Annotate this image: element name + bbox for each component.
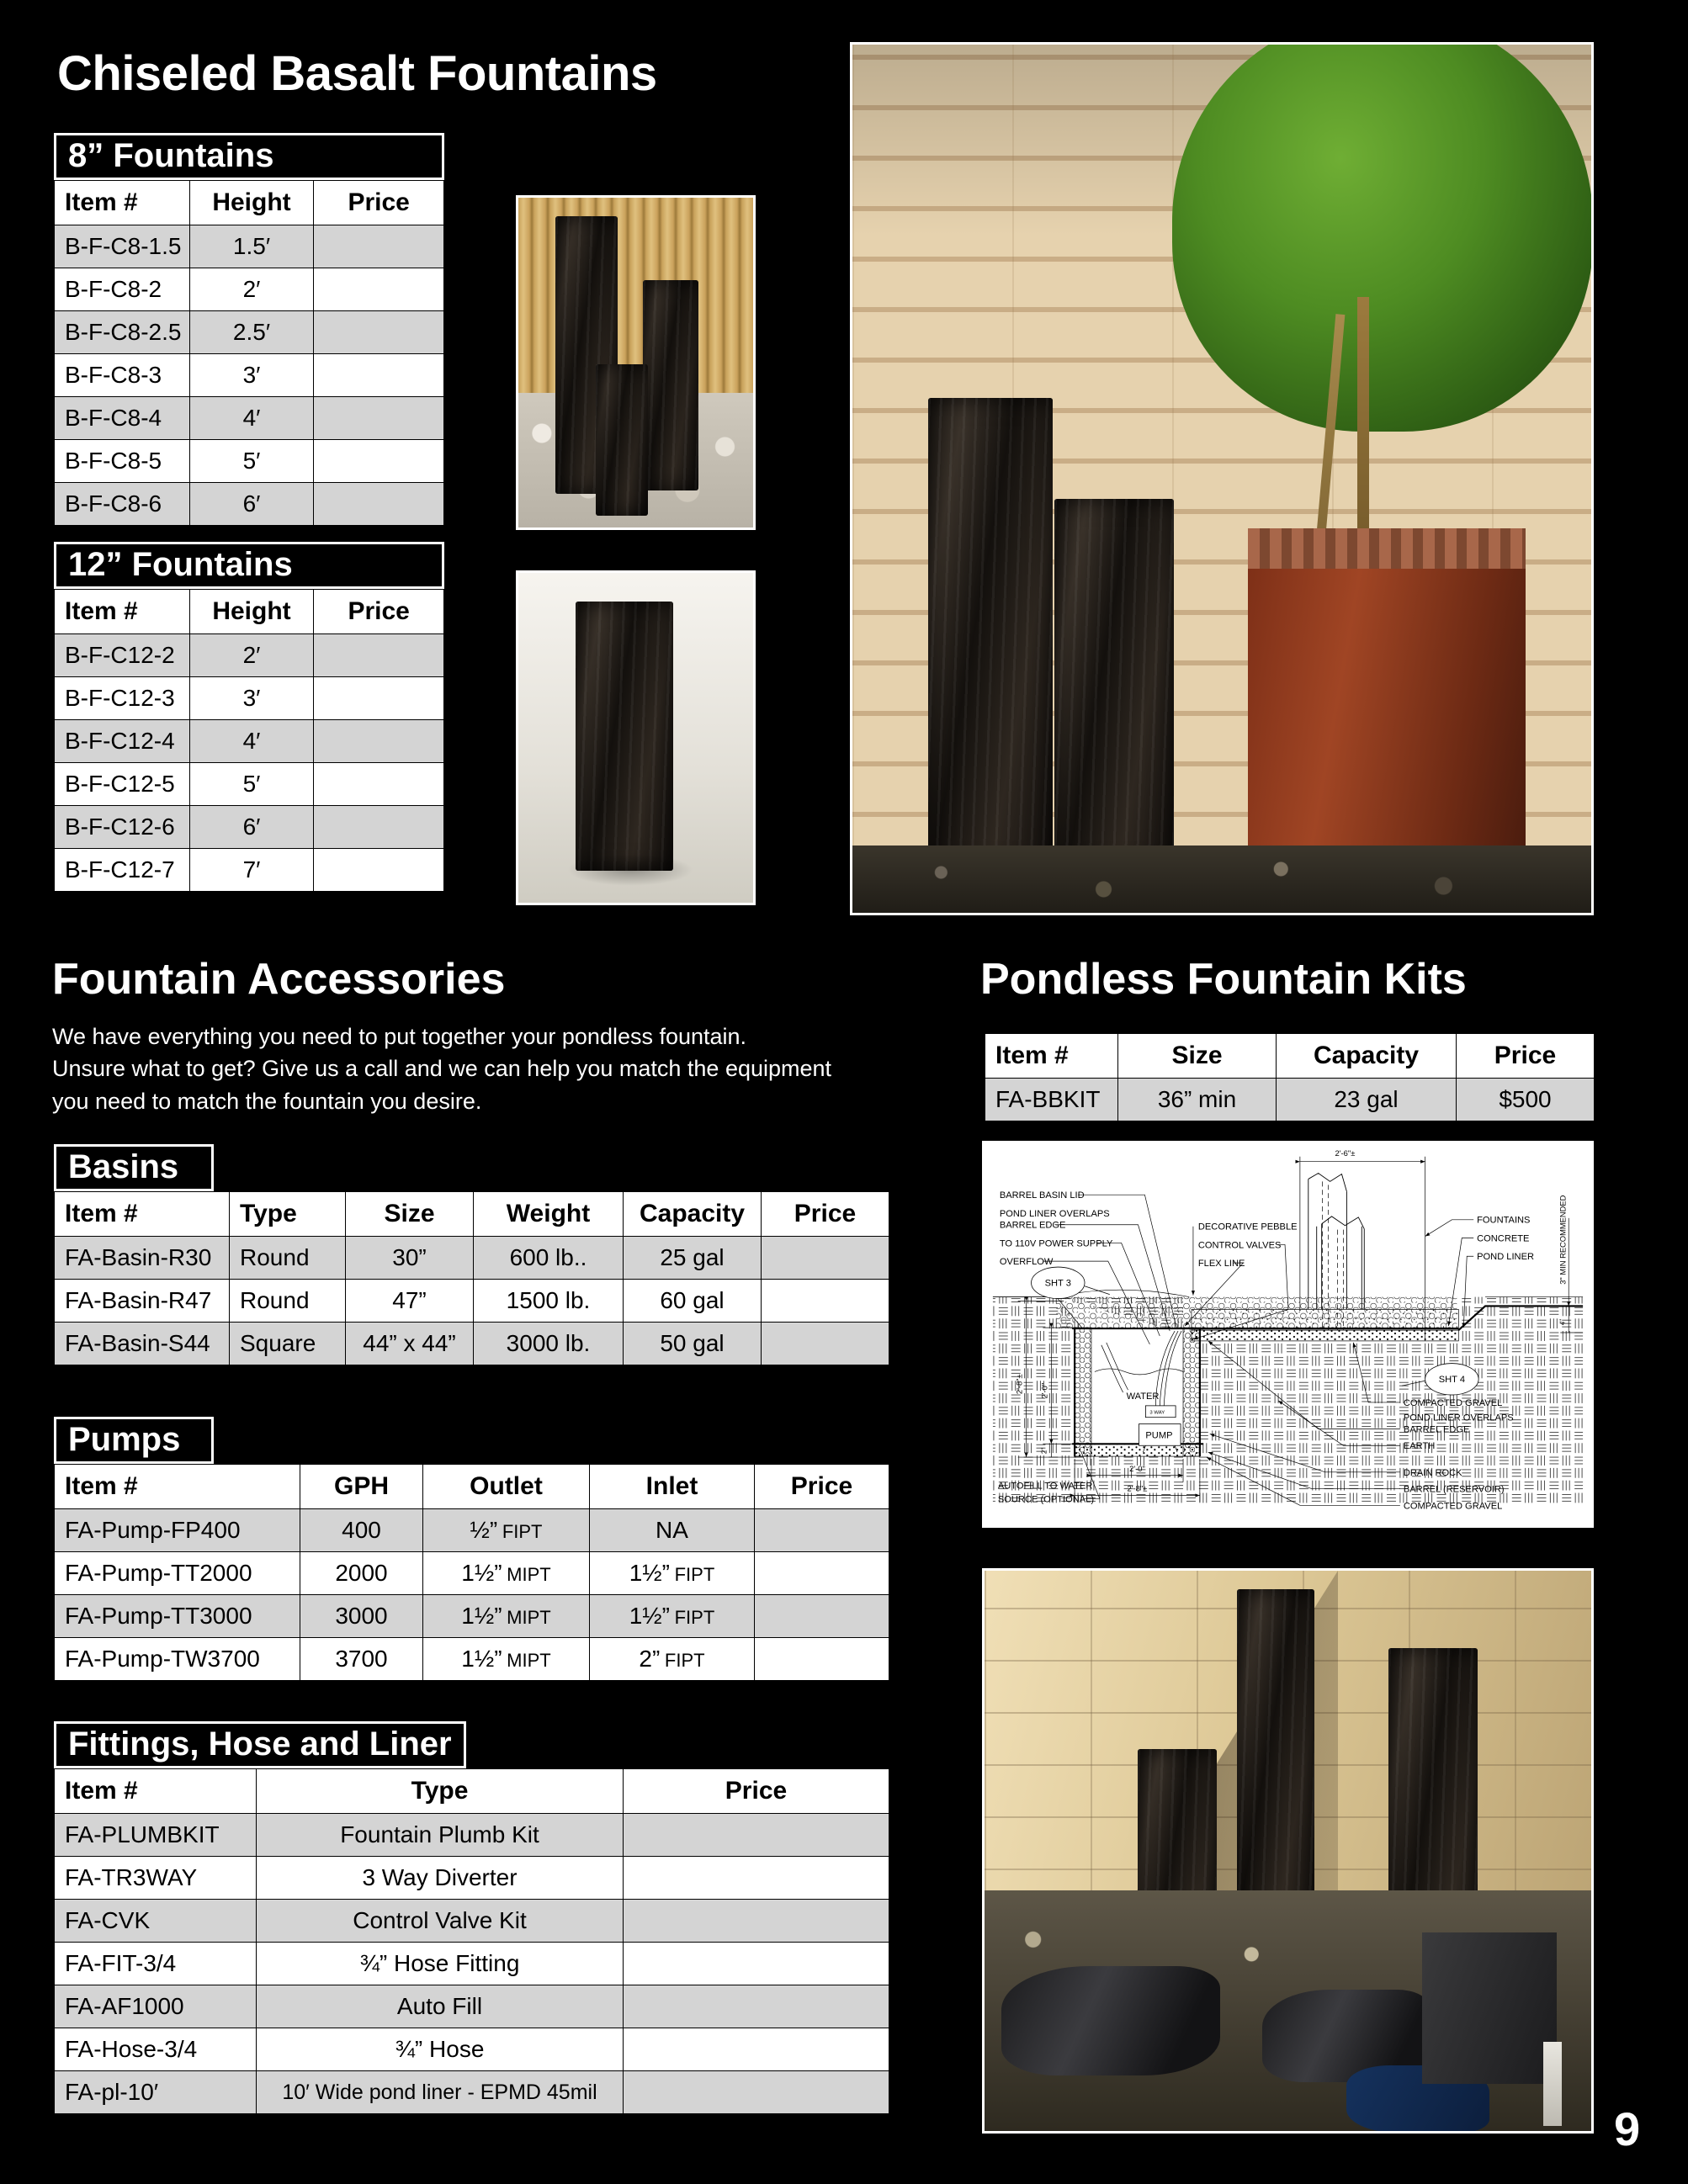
price-value bbox=[314, 634, 444, 677]
price-value bbox=[624, 1900, 889, 1943]
capacity-value: 50 gal bbox=[624, 1323, 762, 1365]
item-number: B-F-C12-7 bbox=[55, 849, 190, 892]
table-row bbox=[55, 268, 444, 311]
dim-top-right: 2'-6"± bbox=[1335, 1148, 1356, 1158]
price-value bbox=[762, 1237, 889, 1280]
column-header: Type bbox=[257, 1769, 624, 1814]
accessories-description bbox=[52, 1020, 860, 1117]
column-header: Price bbox=[624, 1769, 889, 1814]
type-value: Auto Fill bbox=[257, 1985, 624, 2028]
price-value bbox=[624, 1943, 889, 1985]
type-value: Control Valve Kit bbox=[257, 1900, 624, 1943]
column-header: Weight bbox=[474, 1192, 624, 1237]
height-value: 2′ bbox=[189, 268, 314, 311]
pvc-pipe bbox=[1543, 2042, 1562, 2126]
fittings-table-block bbox=[54, 1721, 889, 2114]
diagram-label-pond-liner: POND LINER bbox=[1477, 1252, 1535, 1263]
diagram-label-fountains: FOUNTAINS bbox=[1477, 1215, 1531, 1226]
tree-canopy bbox=[1172, 42, 1593, 432]
column-header: Type bbox=[230, 1192, 346, 1237]
table-row bbox=[55, 1595, 889, 1638]
table-row bbox=[55, 483, 444, 526]
price-value bbox=[314, 311, 444, 354]
table-row bbox=[55, 849, 444, 892]
type-value: Square bbox=[230, 1323, 346, 1365]
column-header: Item # bbox=[985, 1034, 1118, 1079]
item-number: B-F-C8-5 bbox=[55, 440, 190, 483]
diagram-bubble-sht4: SHT 4 bbox=[1438, 1375, 1466, 1386]
table-row bbox=[55, 1985, 889, 2028]
table-row bbox=[55, 634, 444, 677]
item-number: FA-AF1000 bbox=[55, 1985, 257, 2028]
item-number: FA-Hose-3/4 bbox=[55, 2028, 257, 2071]
item-number: FA-CVK bbox=[55, 1900, 257, 1943]
pond-liner-sheet bbox=[1001, 1966, 1220, 2075]
outlet-thread: MIPT bbox=[507, 1564, 551, 1585]
column-header: Item # bbox=[55, 181, 190, 225]
inlet-thread: FIPT bbox=[674, 1607, 715, 1628]
price-value bbox=[762, 1323, 889, 1365]
item-number: FA-BBKIT bbox=[985, 1079, 1118, 1121]
page-title: Chiseled Basalt Fountains bbox=[57, 46, 657, 101]
inlet-value bbox=[590, 1552, 755, 1595]
item-number: B-F-C8-6 bbox=[55, 483, 190, 526]
capacity-value: 23 gal bbox=[1277, 1079, 1457, 1121]
table-header-row bbox=[55, 590, 444, 634]
price-value: $500 bbox=[1457, 1079, 1595, 1121]
column-header: Capacity bbox=[624, 1192, 762, 1237]
price-value bbox=[314, 483, 444, 526]
diagram-label-overflow: OVERFLOW bbox=[999, 1257, 1054, 1268]
column-header: Item # bbox=[55, 1465, 300, 1509]
pumps-table-block bbox=[54, 1417, 889, 1681]
item-number: FA-Basin-S44 bbox=[55, 1323, 230, 1365]
table-header-row bbox=[985, 1034, 1595, 1079]
column-header: Price bbox=[314, 181, 444, 225]
diagram-label-flex-line: FLEX LINE bbox=[1197, 1259, 1245, 1270]
inlet-thread: FIPT bbox=[674, 1564, 715, 1585]
table-row bbox=[55, 1943, 889, 1985]
diagram-label-earth: EARTH bbox=[1403, 1441, 1436, 1452]
table-row bbox=[55, 2028, 889, 2071]
weight-value: 3000 lb. bbox=[474, 1323, 624, 1365]
height-value: 5′ bbox=[189, 440, 314, 483]
column-header: Price bbox=[755, 1465, 889, 1509]
pumps-banner: Pumps bbox=[54, 1417, 214, 1464]
item-number: FA-Pump-TT3000 bbox=[55, 1595, 300, 1638]
column-header: Price bbox=[762, 1192, 889, 1237]
size-value: 30” bbox=[346, 1237, 474, 1280]
diagram-label-compacted-gravel-1: COMPACTED GRAVEL bbox=[1403, 1397, 1503, 1408]
item-number: B-F-C8-2.5 bbox=[55, 311, 190, 354]
type-value: Round bbox=[230, 1280, 346, 1323]
type-value: Round bbox=[230, 1237, 346, 1280]
inlet-thread: FIPT bbox=[664, 1650, 705, 1671]
column-header: Inlet bbox=[590, 1465, 755, 1509]
price-value bbox=[314, 397, 444, 440]
price-value bbox=[624, 1985, 889, 2028]
fountains-8-table bbox=[54, 180, 444, 526]
height-value: 3′ bbox=[189, 354, 314, 397]
accessories-heading: Fountain Accessories bbox=[52, 955, 506, 1004]
description-line-3: you need to match the fountain you desire. bbox=[52, 1088, 482, 1114]
basalt-fountain-left bbox=[928, 398, 1053, 869]
table-row bbox=[55, 1280, 889, 1323]
table-row bbox=[55, 397, 444, 440]
dim-right-vertical: 3" MIN RECOMMENDED bbox=[1558, 1195, 1568, 1285]
diagram-label-barrel-edge-2: BARREL EDGE bbox=[1403, 1424, 1470, 1435]
fountains-12-table-block bbox=[54, 542, 444, 892]
diagram-label-barrel-edge: BARREL EDGE bbox=[999, 1220, 1066, 1231]
size-value: 36” min bbox=[1118, 1079, 1277, 1121]
column-header: Size bbox=[1118, 1034, 1277, 1079]
inlet-value bbox=[590, 1638, 755, 1681]
item-number: B-F-C8-3 bbox=[55, 354, 190, 397]
basalt-column-medium bbox=[643, 280, 698, 490]
table-row bbox=[55, 1323, 889, 1365]
height-value: 1.5′ bbox=[189, 225, 314, 268]
diagram-svg bbox=[985, 1143, 1591, 1525]
size-value: 47” bbox=[346, 1280, 474, 1323]
item-number: B-F-C8-2 bbox=[55, 268, 190, 311]
height-value: 7′ bbox=[189, 849, 314, 892]
kits-table bbox=[985, 1033, 1595, 1121]
page-number: 9 bbox=[1614, 2102, 1641, 2155]
basalt-column-12inch bbox=[576, 602, 673, 871]
outlet-thread: FIPT bbox=[502, 1521, 543, 1542]
table-row bbox=[55, 1814, 889, 1857]
inlet-size: NA bbox=[656, 1517, 688, 1543]
price-value bbox=[762, 1280, 889, 1323]
item-number: FA-PLUMBKIT bbox=[55, 1814, 257, 1857]
photo-triple-fountain bbox=[516, 195, 756, 530]
basins-banner: Basins bbox=[54, 1144, 214, 1191]
price-value bbox=[624, 2071, 889, 2114]
height-value: 4′ bbox=[189, 397, 314, 440]
inlet-value bbox=[590, 1509, 755, 1552]
height-value: 6′ bbox=[189, 806, 314, 849]
outlet-thread: MIPT bbox=[507, 1607, 551, 1628]
item-number: FA-Basin-R30 bbox=[55, 1237, 230, 1280]
column-header: Height bbox=[189, 590, 314, 634]
table-row bbox=[985, 1079, 1595, 1121]
diagram-label-pond-liner-overlaps: POND LINER OVERLAPS bbox=[999, 1208, 1110, 1219]
outlet-value bbox=[423, 1638, 590, 1681]
height-value: 3′ bbox=[189, 677, 314, 720]
item-number: FA-Pump-TT2000 bbox=[55, 1552, 300, 1595]
item-number: B-F-C12-4 bbox=[55, 720, 190, 763]
table-header-row bbox=[55, 1192, 889, 1237]
kits-table-block bbox=[985, 1033, 1594, 1121]
item-number: B-F-C12-3 bbox=[55, 677, 190, 720]
table-row bbox=[55, 806, 444, 849]
type-value: ¾” Hose bbox=[257, 2028, 624, 2071]
item-number: B-F-C12-2 bbox=[55, 634, 190, 677]
price-value bbox=[314, 849, 444, 892]
item-number: FA-Pump-TW3700 bbox=[55, 1638, 300, 1681]
price-value bbox=[755, 1595, 889, 1638]
height-value: 4′ bbox=[189, 720, 314, 763]
inlet-size: 2” bbox=[639, 1646, 661, 1672]
river-rock-bed bbox=[852, 846, 1591, 913]
column-header: Height bbox=[189, 181, 314, 225]
gph-value: 400 bbox=[300, 1509, 423, 1552]
outlet-value bbox=[423, 1552, 590, 1595]
diagram-bubble-sht3: SHT 3 bbox=[1044, 1278, 1071, 1289]
table-row bbox=[55, 2071, 889, 2114]
dim-bottom-outer: 2'-8"± bbox=[1127, 1483, 1148, 1493]
item-number: FA-Basin-R47 bbox=[55, 1280, 230, 1323]
diagram-label-water: WATER bbox=[1126, 1392, 1160, 1402]
diagram-label-decorative-pebble: DECORATIVE PEBBLE bbox=[1197, 1222, 1298, 1232]
diagram-label-drain-rock: DRAIN ROCK bbox=[1403, 1467, 1462, 1478]
column-header: Capacity bbox=[1277, 1034, 1457, 1079]
outlet-size: 1½” bbox=[461, 1603, 502, 1629]
item-number: B-F-C12-5 bbox=[55, 763, 190, 806]
column-header: GPH bbox=[300, 1465, 423, 1509]
type-value: 10′ Wide pond liner - EPMD 45mil bbox=[257, 2071, 624, 2114]
diagram-label-pond-liner-overlaps-2: POND LINER OVERLAPS bbox=[1403, 1413, 1514, 1423]
table-row bbox=[55, 677, 444, 720]
height-value: 5′ bbox=[189, 763, 314, 806]
diagram-label-pump: PUMP bbox=[1145, 1430, 1173, 1441]
diagram-label-concrete: CONCRETE bbox=[1477, 1233, 1530, 1244]
diagram-label-compacted-gravel-2: COMPACTED GRAVEL bbox=[1403, 1501, 1503, 1512]
basins-table bbox=[54, 1191, 889, 1365]
gph-value: 3000 bbox=[300, 1595, 423, 1638]
column-header: Item # bbox=[55, 1769, 257, 1814]
item-number: B-F-C12-6 bbox=[55, 806, 190, 849]
outlet-size: ½” bbox=[470, 1517, 498, 1543]
column-header: Price bbox=[314, 590, 444, 634]
fountains-12-table bbox=[54, 589, 444, 892]
fountain-shadow bbox=[567, 854, 693, 886]
dim-left-outer: 2'-8"± bbox=[1014, 1374, 1024, 1395]
diagram-label-control-valves: CONTROL VALVES bbox=[1197, 1240, 1282, 1251]
table-row bbox=[55, 1900, 889, 1943]
fountains-8-banner: 8” Fountains bbox=[54, 133, 444, 180]
weight-value: 1500 lb. bbox=[474, 1280, 624, 1323]
fittings-banner: Fittings, Hose and Liner bbox=[54, 1721, 466, 1768]
photo-install bbox=[982, 1568, 1594, 2134]
price-value bbox=[314, 677, 444, 720]
price-value bbox=[314, 720, 444, 763]
height-value: 6′ bbox=[189, 483, 314, 526]
diagram-label-autofill-1: AUTOFILL TO WATER bbox=[997, 1481, 1093, 1492]
table-header-row bbox=[55, 1465, 889, 1509]
column-header: Item # bbox=[55, 590, 190, 634]
table-header-row bbox=[55, 181, 444, 225]
column-header: Price bbox=[1457, 1034, 1595, 1079]
item-number: FA-Pump-FP400 bbox=[55, 1509, 300, 1552]
inlet-size: 1½” bbox=[629, 1603, 670, 1629]
dim-left-small: 2" bbox=[1040, 1447, 1048, 1455]
dim-bottom-inner: 2'-0" bbox=[1129, 1463, 1145, 1473]
diagram-label-barrel-basin-lid: BARREL BASIN LID bbox=[999, 1190, 1085, 1201]
item-number: B-F-C8-4 bbox=[55, 397, 190, 440]
price-value bbox=[314, 806, 444, 849]
fittings-table bbox=[54, 1768, 889, 2114]
photo-single-fountain bbox=[516, 570, 756, 905]
size-value: 44” x 44” bbox=[346, 1323, 474, 1365]
height-value: 2.5′ bbox=[189, 311, 314, 354]
weight-value: 600 lb.. bbox=[474, 1237, 624, 1280]
item-number: FA-pl-10′ bbox=[55, 2071, 257, 2114]
outlet-size: 1½” bbox=[461, 1646, 502, 1672]
column-header: Item # bbox=[55, 1192, 230, 1237]
description-line-1: We have everything you need to put together your pondless fountain. bbox=[52, 1024, 747, 1049]
price-value bbox=[314, 763, 444, 806]
diagram-label-autofill-2: SOURCE (OPTIONAL) bbox=[997, 1494, 1095, 1505]
diagram-label-3way: 3 WAY bbox=[1149, 1410, 1165, 1416]
height-value: 2′ bbox=[189, 634, 314, 677]
type-value: Fountain Plumb Kit bbox=[257, 1814, 624, 1857]
price-value bbox=[314, 440, 444, 483]
price-value bbox=[624, 1857, 889, 1900]
table-row bbox=[55, 311, 444, 354]
price-value bbox=[314, 354, 444, 397]
item-number: FA-TR3WAY bbox=[55, 1857, 257, 1900]
equipment-bin bbox=[1422, 1932, 1557, 2084]
pumps-table bbox=[54, 1464, 889, 1681]
pondless-fountain-section-diagram bbox=[982, 1141, 1594, 1528]
planter-mulch bbox=[1248, 528, 1526, 569]
basins-table-block bbox=[54, 1144, 889, 1365]
capacity-value: 60 gal bbox=[624, 1280, 762, 1323]
table-row bbox=[55, 720, 444, 763]
gph-value: 3700 bbox=[300, 1638, 423, 1681]
inlet-value bbox=[590, 1595, 755, 1638]
photo-hero-fountains bbox=[850, 42, 1594, 915]
capacity-value: 25 gal bbox=[624, 1237, 762, 1280]
table-row bbox=[55, 1638, 889, 1681]
price-value bbox=[314, 225, 444, 268]
price-value bbox=[624, 2028, 889, 2071]
type-value: ¾” Hose Fitting bbox=[257, 1943, 624, 1985]
item-number: FA-FIT-3/4 bbox=[55, 1943, 257, 1985]
fountains-12-banner: 12” Fountains bbox=[54, 542, 444, 589]
table-row bbox=[55, 1857, 889, 1900]
kits-heading: Pondless Fountain Kits bbox=[980, 955, 1467, 1004]
price-value bbox=[755, 1509, 889, 1552]
column-header: Outlet bbox=[423, 1465, 590, 1509]
table-header-row bbox=[55, 1769, 889, 1814]
table-row bbox=[55, 1237, 889, 1280]
dim-left-inner: 2'-0" bbox=[1039, 1382, 1049, 1399]
price-value bbox=[314, 268, 444, 311]
price-value bbox=[755, 1552, 889, 1595]
table-row bbox=[55, 1552, 889, 1595]
diagram-label-110v-power: TO 110V POWER SUPPLY bbox=[999, 1238, 1113, 1249]
table-row bbox=[55, 1509, 889, 1552]
outlet-value bbox=[423, 1509, 590, 1552]
price-value bbox=[624, 1814, 889, 1857]
description-line-2: Unsure what to get? Give us a call and we can help you match the equipment bbox=[52, 1056, 832, 1082]
type-value: 3 Way Diverter bbox=[257, 1857, 624, 1900]
table-row bbox=[55, 225, 444, 268]
dim-right-small: 4" bbox=[1558, 1318, 1567, 1326]
item-number: B-F-C8-1.5 bbox=[55, 225, 190, 268]
outlet-value bbox=[423, 1595, 590, 1638]
rusted-planter bbox=[1248, 545, 1526, 865]
table-row bbox=[55, 440, 444, 483]
outlet-size: 1½” bbox=[461, 1560, 502, 1586]
gph-value: 2000 bbox=[300, 1552, 423, 1595]
inlet-size: 1½” bbox=[629, 1560, 670, 1586]
column-header: Size bbox=[346, 1192, 474, 1237]
outlet-thread: MIPT bbox=[507, 1650, 551, 1671]
fountains-8-table-block bbox=[54, 133, 444, 526]
table-row bbox=[55, 354, 444, 397]
price-value bbox=[755, 1638, 889, 1681]
basalt-column-short bbox=[596, 364, 648, 516]
basalt-fountain-center bbox=[1054, 499, 1174, 869]
diagram-label-barrel-reservoir: BARREL (RESERVOIR) bbox=[1403, 1484, 1505, 1495]
table-row bbox=[55, 763, 444, 806]
